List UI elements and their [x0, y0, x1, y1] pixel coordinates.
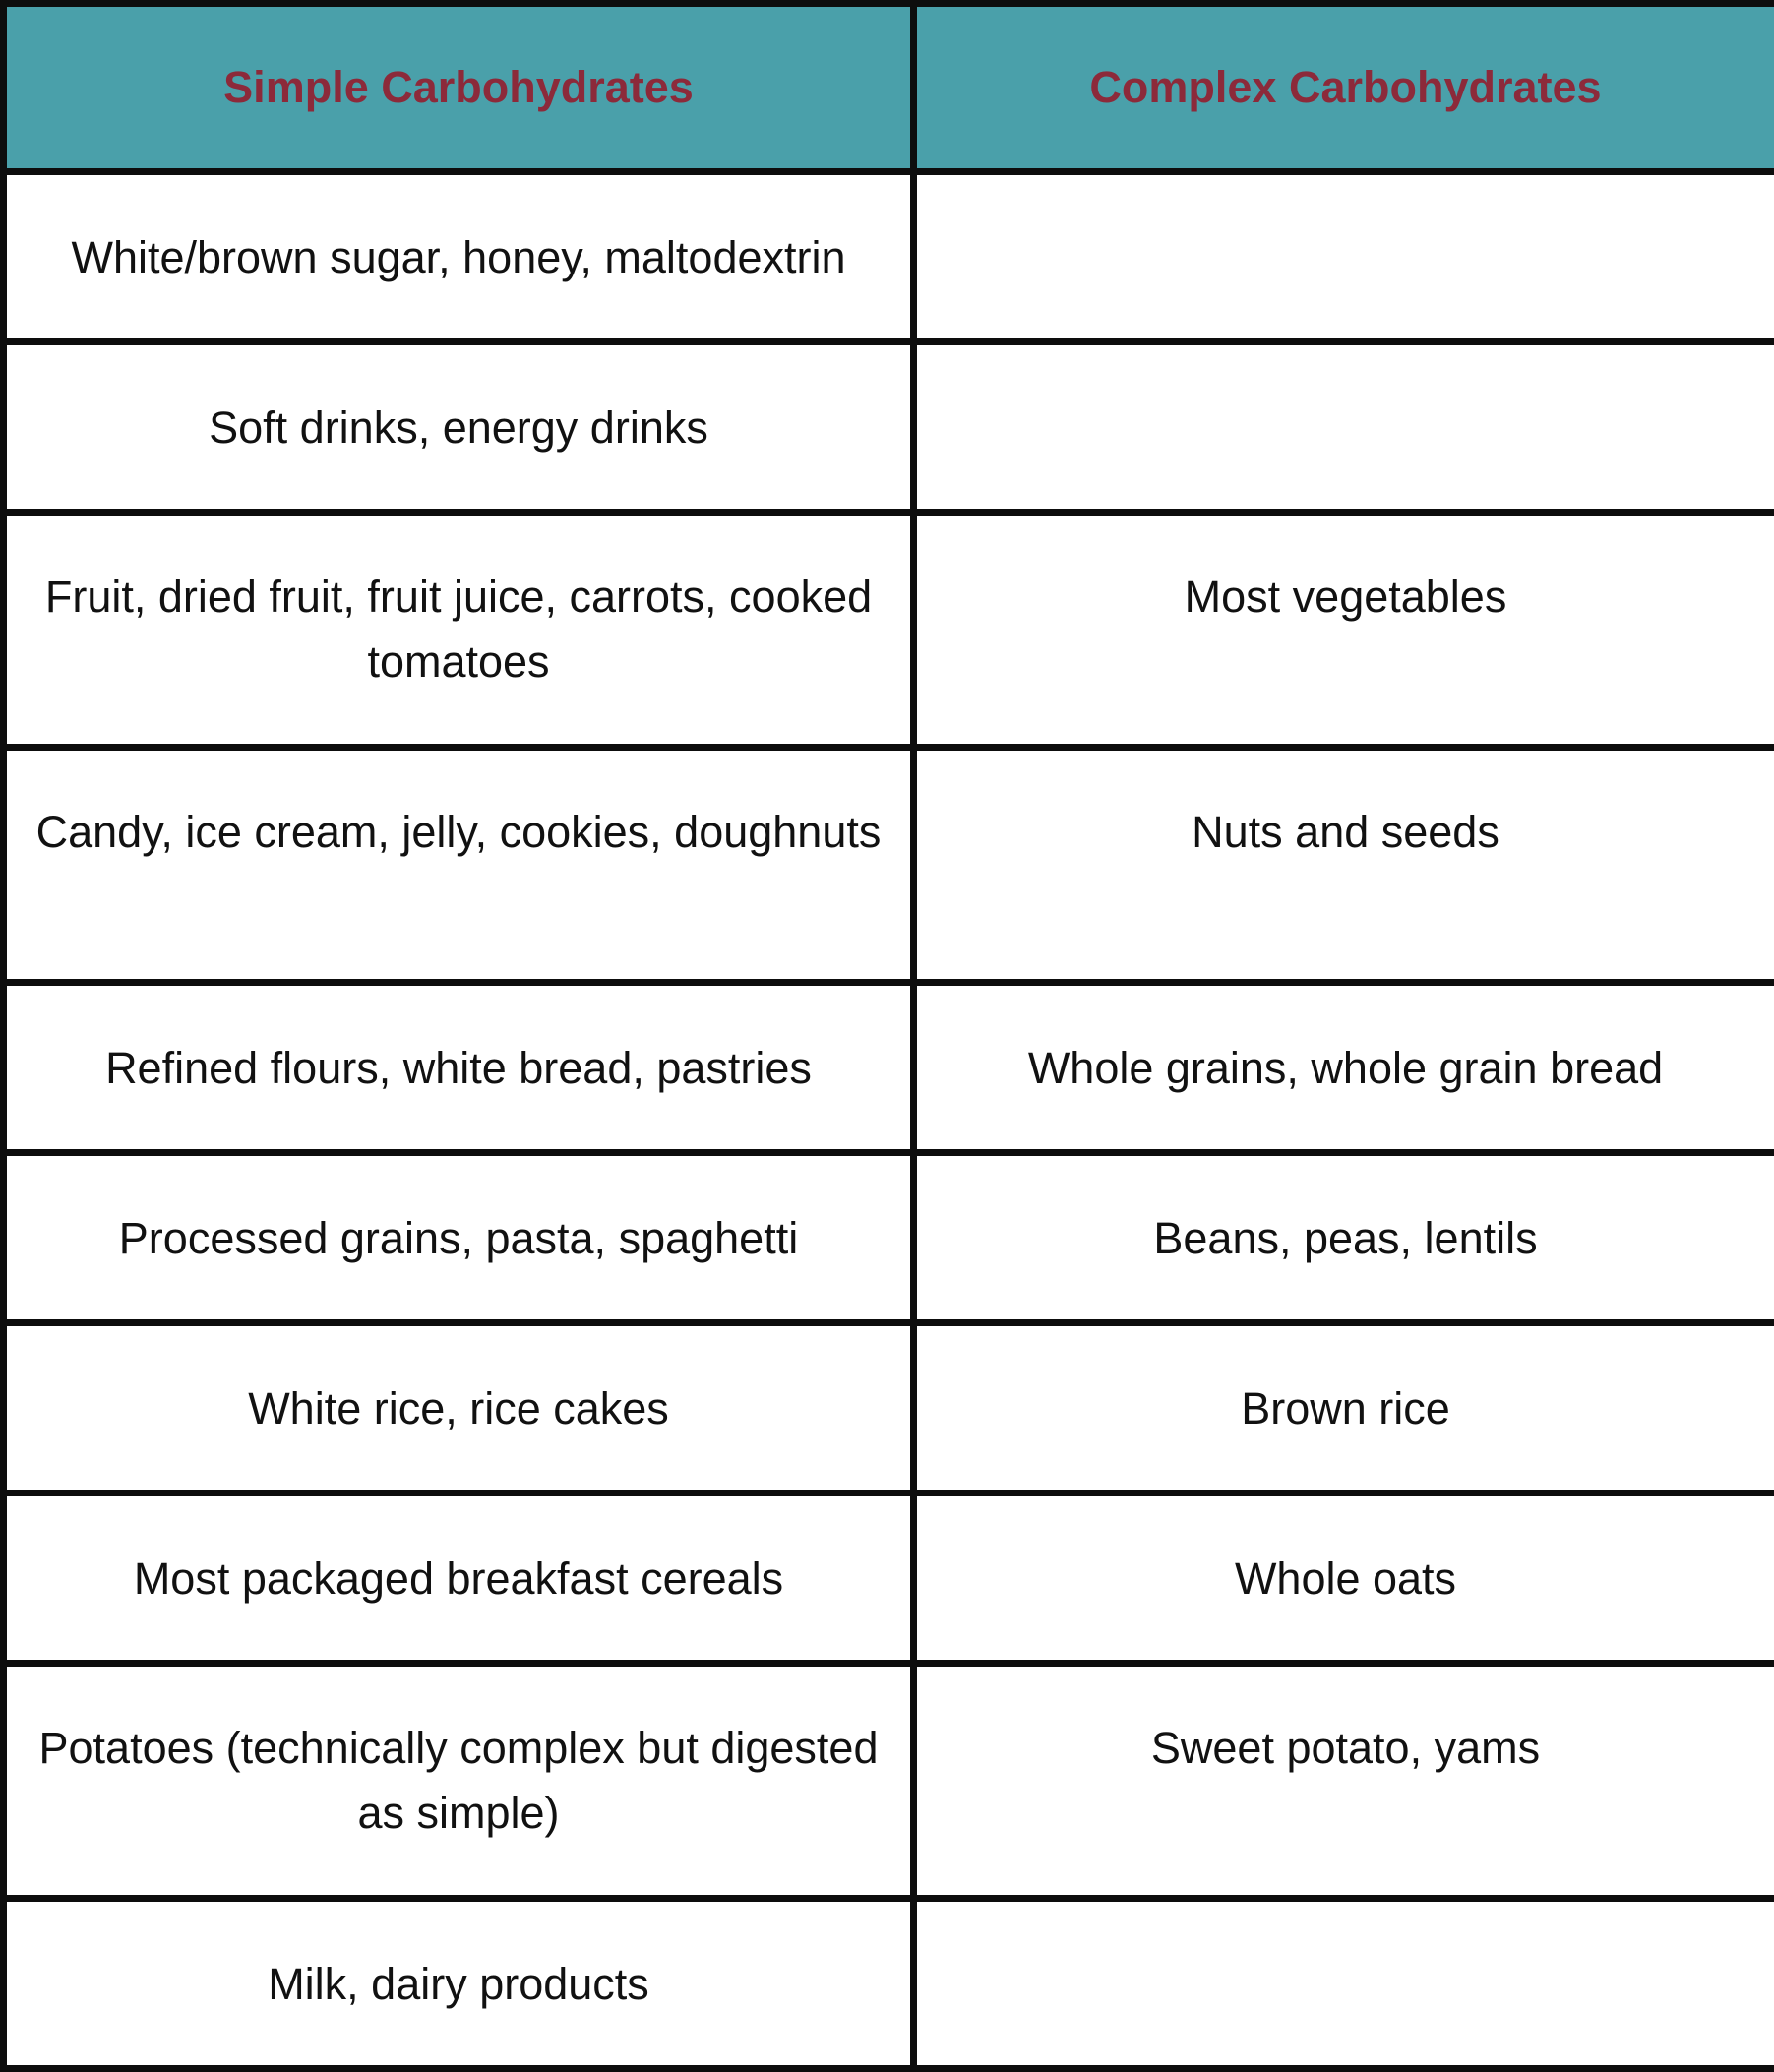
complex-cell: Most vegetables — [914, 513, 1774, 748]
table-row — [4, 342, 1774, 513]
simple-cell: Fruit, dried fruit, fruit juice, carrots, cooked tomatoes — [4, 513, 914, 748]
complex-cell — [914, 1899, 1774, 2069]
table-row — [4, 748, 1774, 983]
simple-cell: White rice, rice cakes — [4, 1323, 914, 1493]
header-complex-carbohydrates: Complex Carbohydrates — [914, 4, 1774, 172]
simple-cell: Soft drinks, energy drinks — [4, 342, 914, 513]
table-row — [4, 983, 1774, 1153]
simple-cell: Most packaged breakfast cereals — [4, 1493, 914, 1664]
simple-cell: Milk, dairy products — [4, 1899, 914, 2069]
simple-cell: Candy, ice cream, jelly, cookies, doughnuts — [4, 748, 914, 983]
complex-cell: Sweet potato, yams — [914, 1664, 1774, 1899]
simple-cell: Refined flours, white bread, pastries — [4, 983, 914, 1153]
simple-cell: White/brown sugar, honey, maltodextrin — [4, 172, 914, 342]
table-row — [4, 1493, 1774, 1664]
complex-cell — [914, 342, 1774, 513]
complex-cell: Nuts and seeds — [914, 748, 1774, 983]
table-row — [4, 172, 1774, 342]
table-row — [4, 1153, 1774, 1323]
complex-cell: Brown rice — [914, 1323, 1774, 1493]
simple-cell: Potatoes (technically complex but digested as simple) — [4, 1664, 914, 1899]
table-row — [4, 513, 1774, 748]
table-row — [4, 1899, 1774, 2069]
simple-cell: Processed grains, pasta, spaghetti — [4, 1153, 914, 1323]
complex-cell — [914, 172, 1774, 342]
header-row — [4, 4, 1774, 172]
header-simple-carbohydrates: Simple Carbohydrates — [4, 4, 914, 172]
complex-cell: Whole grains, whole grain bread — [914, 983, 1774, 1153]
complex-cell: Whole oats — [914, 1493, 1774, 1664]
table-row — [4, 1323, 1774, 1493]
complex-cell: Beans, peas, lentils — [914, 1153, 1774, 1323]
table-row — [4, 1664, 1774, 1899]
